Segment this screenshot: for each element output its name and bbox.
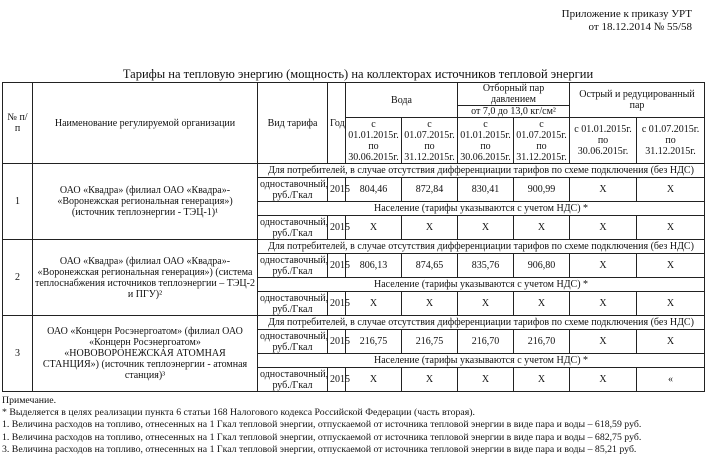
table-row — [3, 164, 705, 178]
col-header-water: Вода — [346, 83, 458, 118]
value-cell: 216,70 — [514, 330, 570, 354]
value-cell: X — [514, 216, 570, 240]
tariff-type: одноставочный, руб./Гкал — [258, 254, 328, 278]
year-cell: 2015 — [328, 368, 346, 392]
document-title: Тарифы на тепловую энергию (мощность) на коллекторах источников тепловой энергии — [122, 67, 594, 81]
value-cell: 872,84 — [402, 178, 458, 202]
value-cell: X — [637, 292, 705, 316]
value-cell: 216,75 — [402, 330, 458, 354]
year-cell: 2015 — [328, 216, 346, 240]
order-reference-line2: от 18.12.2014 № 55/58 — [588, 21, 692, 33]
population-label: Население (тарифы указываются с учетом НДС) * — [258, 278, 705, 292]
consumers-label: Для потребителей, в случае отсутствия дифференциации тарифов по схеме подключения (без НДС) — [258, 240, 705, 254]
value-cell: « — [637, 368, 705, 392]
org-name: ОАО «Концерн Росэнергоатом» (филиал ОАО «Концерн Росэнергоатом» «НОВОВОРОНЕЖСКАЯ АТОМНАЯ СТАНЦИЯ») (источник теплоэнергии - атомная станция)³ — [33, 316, 258, 392]
population-label: Население (тарифы указываются с учетом НДС) * — [258, 202, 705, 216]
value-cell: X — [346, 292, 402, 316]
col-header-year: Год — [328, 83, 346, 164]
year-cell: 2015 — [328, 178, 346, 202]
value-cell: X — [570, 368, 637, 392]
col-header-period: с 01.01.2015г. по 30.06.2015г. — [570, 118, 637, 164]
col-header-num: № п/п — [3, 83, 33, 164]
col-header-selected-steam: Отборный пар давлением — [458, 83, 570, 106]
col-header-steam-range: от 7,0 до 13,0 кг/см² — [458, 106, 570, 118]
value-cell: X — [514, 368, 570, 392]
tariff-type: одноставочный, руб./Гкал — [258, 216, 328, 240]
order-reference-line1: Приложение к приказу УРТ — [561, 8, 692, 20]
tariff-type: одноставочный, руб./Гкал — [258, 292, 328, 316]
notes-section — [2, 395, 714, 456]
value-cell: X — [570, 254, 637, 278]
col-header-period: с 01.07.2015г. по 31.12.2015г. — [637, 118, 705, 164]
value-cell: 216,75 — [346, 330, 402, 354]
value-cell: X — [637, 216, 705, 240]
note-line: 1. Величина расходов на топливо, отнесенных на 1 Гкал тепловой энергии, отпускаемой от источника тепловой энергии в виде пара и воды – 682,75 руб. — [2, 431, 642, 443]
value-cell: X — [570, 292, 637, 316]
tariff-table — [2, 82, 705, 392]
table-row — [3, 240, 705, 254]
col-header-period: с 01.01.2015г. по 30.06.2015г. — [346, 118, 402, 164]
value-cell: X — [570, 330, 637, 354]
org-name: ОАО «Квадра» (филиал ОАО «Квадра»- «Воронежская региональная генерация») (источник теплоэнергии - ТЭЦ-1)¹ — [33, 164, 258, 240]
value-cell: X — [346, 368, 402, 392]
year-cell: 2015 — [328, 292, 346, 316]
col-header-period: с 01.07.2015г. по 31.12.2015г. — [514, 118, 570, 164]
value-cell: X — [458, 292, 514, 316]
value-cell: X — [402, 216, 458, 240]
table-row — [3, 316, 705, 330]
col-header-period: с 01.07.2015г. по 31.12.2015г. — [402, 118, 458, 164]
value-cell: X — [570, 216, 637, 240]
value-cell: X — [637, 254, 705, 278]
population-label: Население (тарифы указываются с учетом НДС) * — [258, 354, 705, 368]
tariff-type: одноставочный, руб./Гкал — [258, 368, 328, 392]
value-cell: X — [514, 292, 570, 316]
row-num: 1 — [3, 164, 33, 240]
consumers-label: Для потребителей, в случае отсутствия дифференциации тарифов по схеме подключения (без НДС) — [258, 164, 705, 178]
note-line: 1. Величина расходов на топливо, отнесенных на 1 Гкал тепловой энергии, отпускаемой от источника тепловой энергии в виде пара и воды – 618,59 руб. — [2, 419, 642, 431]
value-cell: 806,13 — [346, 254, 402, 278]
value-cell: X — [570, 178, 637, 202]
consumers-label: Для потребителей, в случае отсутствия дифференциации тарифов по схеме подключения (без НДС) — [258, 316, 705, 330]
value-cell: X — [458, 216, 514, 240]
col-header-sharp-steam: Острый и редуцированный пар — [570, 83, 705, 118]
year-cell: 2015 — [328, 254, 346, 278]
value-cell: 216,70 — [458, 330, 514, 354]
value-cell: 835,76 — [458, 254, 514, 278]
value-cell: X — [346, 216, 402, 240]
col-header-period: с 01.01.2015г. по 30.06.2015г. — [458, 118, 514, 164]
note-line: 3. Величина расходов на топливо, отнесенных на 1 Гкал тепловой энергии, отпускаемой от источника тепловой энергии в виде пара и воды – 85,21 руб. — [2, 443, 637, 455]
tariff-type: одноставочный, руб./Гкал — [258, 330, 328, 354]
tariff-type: одноставочный, руб./Гкал — [258, 178, 328, 202]
value-cell: X — [402, 368, 458, 392]
order-reference — [562, 8, 692, 34]
value-cell: X — [402, 292, 458, 316]
note-line: * Выделяется в целях реализации пункта 6 статьи 168 Налогового кодекса Российской Федерации (часть вторая). — [2, 407, 475, 419]
value-cell: X — [458, 368, 514, 392]
value-cell: 804,46 — [346, 178, 402, 202]
value-cell: 900,99 — [514, 178, 570, 202]
value-cell: 906,80 — [514, 254, 570, 278]
value-cell: X — [637, 178, 705, 202]
row-num: 3 — [3, 316, 33, 392]
row-num: 2 — [3, 240, 33, 316]
col-header-tariff-type: Вид тарифа — [258, 83, 328, 164]
value-cell: 874,65 — [402, 254, 458, 278]
year-cell: 2015 — [328, 330, 346, 354]
value-cell: 830,41 — [458, 178, 514, 202]
value-cell: X — [637, 330, 705, 354]
notes-heading: Примечание. — [2, 395, 57, 406]
org-name: ОАО «Квадра» (филиал ОАО «Квадра»- «Воронежская региональная генерация») (система теплоснабжения источников теплоэнергии – ТЭЦ-2 и ПГУ)² — [33, 240, 258, 316]
col-header-org: Наименование регулируемой организации — [33, 83, 258, 164]
